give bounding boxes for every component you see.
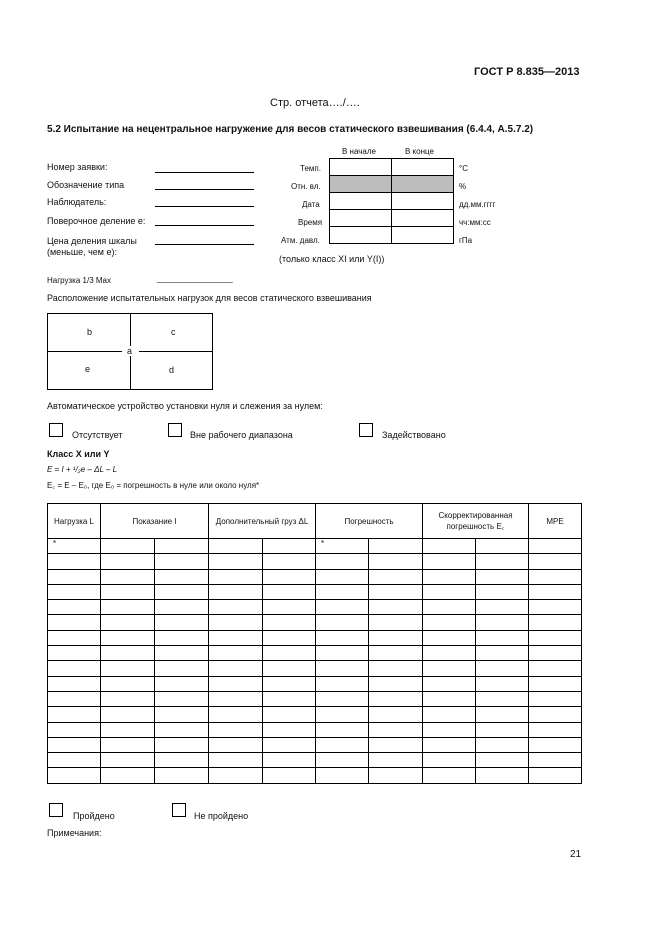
env-param-humidity: Отн. вл. [291, 182, 321, 191]
table-cell[interactable] [263, 753, 316, 768]
env-cell[interactable] [392, 159, 454, 176]
passed-label: Пройдено [73, 811, 115, 821]
table-cell[interactable] [101, 722, 155, 737]
table-row [48, 707, 582, 722]
table-cell[interactable] [48, 753, 101, 768]
table-cell[interactable] [48, 630, 101, 645]
table-row [48, 539, 582, 554]
table-cell[interactable] [476, 676, 529, 691]
table-cell[interactable] [423, 661, 476, 676]
table-cell[interactable] [101, 691, 155, 706]
table-cell[interactable] [209, 539, 263, 554]
table-cell[interactable] [476, 646, 529, 661]
table-cell[interactable] [263, 707, 316, 722]
table-cell[interactable] [476, 584, 529, 599]
table-cell[interactable] [155, 646, 209, 661]
env-cell[interactable] [392, 227, 454, 244]
table-cell[interactable] [316, 615, 369, 630]
env-note: (только класс XI или Y(I)) [279, 254, 385, 264]
table-cell[interactable] [423, 554, 476, 569]
table-cell[interactable] [209, 615, 263, 630]
table-cell[interactable] [423, 569, 476, 584]
table-cell[interactable] [529, 707, 582, 722]
table-row [48, 600, 582, 615]
placement-diagram [47, 313, 213, 390]
env-unit-time: чч:мм:сс [459, 218, 491, 227]
table-cell[interactable] [101, 569, 155, 584]
table-cell[interactable]: * [48, 539, 101, 554]
table-cell[interactable] [369, 707, 423, 722]
table-cell[interactable] [263, 737, 316, 752]
table-cell[interactable] [529, 554, 582, 569]
table-cell[interactable] [48, 554, 101, 569]
table-cell[interactable] [263, 615, 316, 630]
placement-label-e: e [85, 364, 91, 374]
table-cell[interactable] [423, 768, 476, 783]
table-cell[interactable] [476, 753, 529, 768]
field-label-type-designation: Обозначение типа [47, 180, 125, 190]
table-cell[interactable] [369, 569, 423, 584]
table-cell[interactable] [529, 630, 582, 645]
table-cell[interactable] [423, 584, 476, 599]
table-cell[interactable] [476, 539, 529, 554]
table-cell[interactable] [155, 600, 209, 615]
env-cell[interactable] [330, 210, 392, 227]
table-cell[interactable] [369, 676, 423, 691]
results-table [47, 503, 582, 784]
table-cell[interactable] [263, 768, 316, 783]
table-row [48, 676, 582, 691]
table-cell[interactable] [476, 722, 529, 737]
table-cell[interactable]: * [316, 539, 369, 554]
table-cell[interactable] [101, 600, 155, 615]
table-cell[interactable] [155, 737, 209, 752]
table-cell[interactable] [529, 676, 582, 691]
table-cell[interactable] [48, 707, 101, 722]
table-cell[interactable] [101, 661, 155, 676]
table-cell[interactable] [209, 600, 263, 615]
table-cell[interactable] [155, 676, 209, 691]
table-cell[interactable] [476, 768, 529, 783]
table-cell[interactable] [423, 737, 476, 752]
env-col-start: В начале [342, 147, 376, 156]
table-cell[interactable] [316, 722, 369, 737]
zero-device-title: Автоматическое устройство установки нуля и слежения за нулем: [47, 401, 323, 411]
formula-corrected-error: E꜀ = E – E₀, где E₀ = погрешность в нуле или около нуля* [47, 481, 260, 490]
col-header-mpe: MPE [529, 504, 582, 539]
table-cell[interactable] [101, 768, 155, 783]
field-label-scale-interval: Цена деления шкалы [47, 236, 137, 246]
table-cell[interactable] [263, 646, 316, 661]
table-cell[interactable] [155, 691, 209, 706]
formula-error: E = I + ¹/₂e – ΔL – L [47, 465, 118, 474]
table-cell[interactable] [423, 646, 476, 661]
table-cell[interactable] [263, 676, 316, 691]
enabled-checkbox[interactable] [359, 423, 373, 437]
env-cell[interactable] [392, 193, 454, 210]
table-row [48, 646, 582, 661]
table-cell[interactable] [529, 661, 582, 676]
table-row [48, 737, 582, 752]
out-of-range-checkbox[interactable] [168, 423, 182, 437]
table-cell[interactable] [263, 569, 316, 584]
table-cell[interactable] [48, 600, 101, 615]
table-cell[interactable] [209, 661, 263, 676]
table-cell[interactable] [369, 722, 423, 737]
col-header-corrected-error: Скорректированная погрешность E꜀ [423, 504, 529, 539]
field-label-request-number: Номер заявки: [47, 162, 108, 172]
placement-label-d: d [169, 365, 175, 375]
table-cell[interactable] [101, 539, 155, 554]
env-cell-shaded[interactable] [392, 176, 454, 193]
col-header-additional-load: Дополнительный груз ΔL [209, 504, 316, 539]
table-cell[interactable] [476, 569, 529, 584]
table-row [48, 584, 582, 599]
table-cell[interactable] [529, 569, 582, 584]
failed-checkbox[interactable] [172, 803, 186, 817]
table-cell[interactable] [48, 768, 101, 783]
table-cell[interactable] [369, 615, 423, 630]
table-cell[interactable] [423, 615, 476, 630]
section-title: 5.2 Испытание на нецентральное нагружение для весов статического взвешивания (6.4.4, А.5.7.2) [47, 124, 534, 135]
table-cell[interactable] [476, 630, 529, 645]
table-cell[interactable] [316, 630, 369, 645]
verification-interval-field[interactable] [155, 225, 254, 226]
table-cell[interactable] [476, 661, 529, 676]
table-cell[interactable] [316, 768, 369, 783]
env-cell-shaded[interactable] [330, 176, 392, 193]
table-cell[interactable] [369, 554, 423, 569]
table-cell[interactable] [423, 691, 476, 706]
table-cell[interactable] [476, 707, 529, 722]
type-designation-field[interactable] [155, 189, 254, 190]
table-cell[interactable] [476, 737, 529, 752]
load-label: Нагрузка 1/3 Max [47, 276, 111, 285]
report-page-ref: Стр. отчета…./…. [270, 97, 360, 109]
scale-interval-field[interactable] [155, 244, 254, 245]
table-cell[interactable] [101, 615, 155, 630]
class-title: Класс X или Y [47, 449, 110, 459]
table-cell[interactable] [529, 615, 582, 630]
table-cell[interactable] [316, 646, 369, 661]
table-cell[interactable] [316, 737, 369, 752]
table-cell[interactable] [101, 584, 155, 599]
table-cell[interactable] [209, 768, 263, 783]
table-cell[interactable] [209, 707, 263, 722]
table-cell[interactable] [316, 600, 369, 615]
table-cell[interactable] [316, 753, 369, 768]
env-unit-temp: °С [459, 164, 468, 173]
standard-number: ГОСТ Р 8.835—2013 [474, 66, 580, 78]
table-row [48, 753, 582, 768]
table-cell[interactable] [155, 584, 209, 599]
table-cell[interactable] [529, 753, 582, 768]
placement-title: Расположение испытательных нагрузок для весов статического взвешивания [47, 293, 372, 303]
table-cell[interactable] [423, 707, 476, 722]
col-header-indication: Показание I [101, 504, 209, 539]
table-row [48, 554, 582, 569]
table-cell[interactable] [48, 676, 101, 691]
env-cell[interactable] [330, 159, 392, 176]
table-row [48, 630, 582, 645]
table-cell[interactable] [155, 768, 209, 783]
table-cell[interactable] [155, 554, 209, 569]
table-cell[interactable] [529, 646, 582, 661]
table-cell[interactable] [369, 768, 423, 783]
table-row [48, 569, 582, 584]
table-cell[interactable] [476, 615, 529, 630]
env-param-pressure: Атм. давл. [281, 236, 320, 245]
failed-label: Не пройдено [194, 811, 249, 821]
table-cell[interactable] [155, 722, 209, 737]
table-cell[interactable] [423, 600, 476, 615]
table-cell[interactable] [263, 600, 316, 615]
enabled-label: Задействовано [382, 430, 446, 440]
env-unit-humidity: % [459, 182, 467, 191]
table-row [48, 768, 582, 783]
table-cell[interactable] [209, 646, 263, 661]
table-row [48, 615, 582, 630]
placement-label-a: a [127, 346, 133, 356]
table-cell[interactable] [209, 676, 263, 691]
placement-label-b: b [87, 327, 93, 337]
table-cell[interactable] [369, 584, 423, 599]
table-cell[interactable] [316, 584, 369, 599]
table-cell[interactable] [423, 676, 476, 691]
load-input[interactable]: _________________ [157, 274, 233, 283]
table-cell[interactable] [369, 737, 423, 752]
table-cell[interactable] [263, 691, 316, 706]
env-col-end: В конце [405, 147, 434, 156]
table-cell[interactable] [423, 539, 476, 554]
table-cell[interactable] [263, 539, 316, 554]
table-cell[interactable] [369, 630, 423, 645]
table-cell[interactable] [316, 676, 369, 691]
table-cell[interactable] [263, 554, 316, 569]
env-unit-date: дд.мм.гггг [459, 200, 496, 209]
table-cell[interactable] [423, 722, 476, 737]
table-cell[interactable] [101, 554, 155, 569]
table-cell[interactable] [529, 691, 582, 706]
table-cell[interactable] [369, 539, 423, 554]
env-param-time: Время [298, 218, 323, 227]
table-cell[interactable] [529, 584, 582, 599]
notes-label: Примечания: [47, 828, 102, 838]
table-cell[interactable] [48, 722, 101, 737]
table-cell[interactable] [316, 691, 369, 706]
table-cell[interactable] [155, 539, 209, 554]
table-cell[interactable] [101, 630, 155, 645]
table-cell[interactable] [101, 676, 155, 691]
field-label-verification-interval: Поверочное деление e: [47, 216, 146, 226]
passed-checkbox[interactable] [49, 803, 63, 817]
table-cell[interactable] [316, 661, 369, 676]
table-cell[interactable] [263, 584, 316, 599]
col-header-error: Погрешность [316, 504, 423, 539]
env-param-temp: Темп. [300, 164, 321, 173]
table-row [48, 691, 582, 706]
table-cell[interactable] [369, 661, 423, 676]
table-cell[interactable] [369, 691, 423, 706]
table-cell[interactable] [155, 661, 209, 676]
table-cell[interactable] [529, 539, 582, 554]
table-cell[interactable] [263, 722, 316, 737]
table-cell[interactable] [369, 600, 423, 615]
table-cell[interactable] [316, 554, 369, 569]
observer-field[interactable] [155, 206, 254, 207]
table-cell[interactable] [529, 768, 582, 783]
table-cell[interactable] [369, 646, 423, 661]
environment-table [329, 158, 454, 244]
table-cell[interactable] [155, 753, 209, 768]
table-cell[interactable] [48, 584, 101, 599]
table-cell[interactable] [101, 737, 155, 752]
page-number: 21 [570, 849, 582, 860]
env-unit-pressure: гПа [459, 236, 473, 245]
table-cell[interactable] [209, 630, 263, 645]
table-cell[interactable] [155, 615, 209, 630]
env-cell[interactable] [392, 210, 454, 227]
table-cell[interactable] [209, 569, 263, 584]
absent-checkbox[interactable] [49, 423, 63, 437]
table-cell[interactable] [476, 554, 529, 569]
table-cell[interactable] [316, 707, 369, 722]
env-cell[interactable] [330, 193, 392, 210]
table-cell[interactable] [48, 646, 101, 661]
env-cell[interactable] [330, 227, 392, 244]
table-cell[interactable] [155, 569, 209, 584]
table-cell[interactable] [48, 661, 101, 676]
table-cell[interactable] [263, 661, 316, 676]
table-cell[interactable] [209, 691, 263, 706]
table-cell[interactable] [476, 600, 529, 615]
table-cell[interactable] [48, 737, 101, 752]
table-cell[interactable] [369, 753, 423, 768]
table-cell[interactable] [48, 569, 101, 584]
col-header-load: Нагрузка L [48, 504, 101, 539]
table-row [48, 722, 582, 737]
table-cell[interactable] [209, 722, 263, 737]
absent-label: Отсутствует [72, 430, 123, 440]
table-cell[interactable] [48, 691, 101, 706]
table-cell[interactable] [529, 722, 582, 737]
table-cell[interactable] [101, 753, 155, 768]
table-cell[interactable] [209, 584, 263, 599]
table-row [48, 661, 582, 676]
request-number-field[interactable] [155, 172, 254, 173]
table-cell[interactable] [209, 737, 263, 752]
table-cell[interactable] [263, 630, 316, 645]
placement-label-c: c [171, 327, 176, 337]
table-cell[interactable] [101, 707, 155, 722]
field-label-scale-interval-note: (меньше, чем e): [47, 247, 117, 257]
table-cell[interactable] [48, 615, 101, 630]
table-cell[interactable] [209, 753, 263, 768]
table-cell[interactable] [423, 753, 476, 768]
table-cell[interactable] [155, 630, 209, 645]
table-cell[interactable] [316, 569, 369, 584]
table-cell[interactable] [529, 600, 582, 615]
table-cell[interactable] [101, 646, 155, 661]
table-cell[interactable] [155, 707, 209, 722]
table-cell[interactable] [529, 737, 582, 752]
table-cell[interactable] [209, 554, 263, 569]
env-param-date: Дата [302, 200, 320, 209]
field-label-observer: Наблюдатель: [47, 197, 107, 207]
out-of-range-label: Вне рабочего диапазона [190, 430, 293, 440]
table-cell[interactable] [423, 630, 476, 645]
table-cell[interactable] [476, 691, 529, 706]
